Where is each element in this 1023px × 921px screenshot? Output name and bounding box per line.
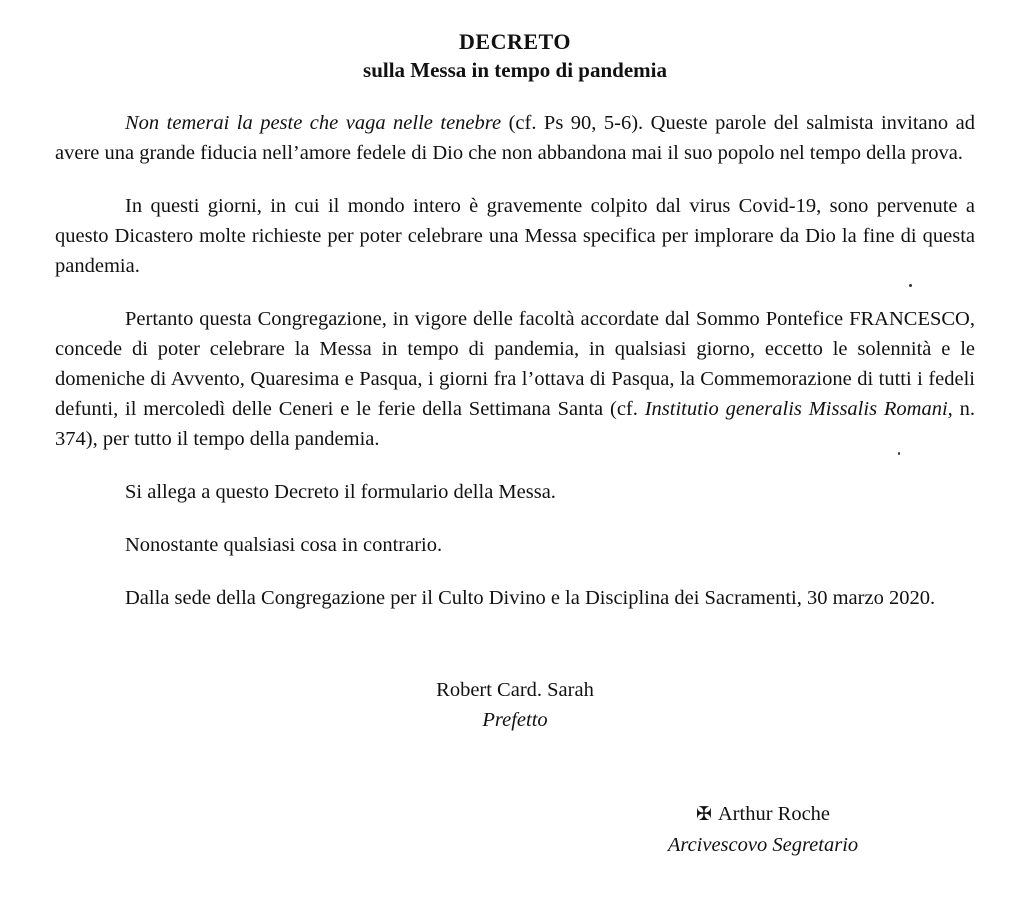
prefect-role: Prefetto — [482, 709, 548, 731]
signature-secretary-block — [603, 799, 923, 860]
prefect-name: Robert Card. Sarah — [436, 679, 594, 701]
document-body — [55, 108, 975, 613]
paragraph — [55, 108, 975, 168]
text-segment: Pertanto questa Congregazione, in vigore delle facoltà accordate dal Sommo Pontefice FRANCESCO, concede di poter celebrare la Messa in tempo di pandemia, in qualsiasi giorno, eccetto le solennità e le domeniche di Avvento, Quaresima e Pasqua, i giorni fra l’ottava di Pasqua, la Commemorazione di tutti i fedeli defunti, il mercoledì delle Ceneri e le ferie della Settimana Santa (cf. — [55, 308, 975, 420]
secretary-name: Arthur Roche — [717, 803, 831, 825]
text-segment: (cf. Ps 90, 5-6). Queste parole del salmista invitano ad avere una grande fiducia nell’amore fedele di Dio che non abbandona mai il suo popolo nel tempo della prova. — [55, 112, 975, 164]
paragraph — [55, 530, 975, 560]
italic-text-segment: Institutio generalis Missalis Romani — [644, 398, 948, 420]
document-title: DECRETO — [459, 29, 571, 54]
paragraph — [55, 583, 975, 613]
signature-prefect-block — [55, 675, 975, 735]
text-segment: Dalla sede della Congregazione per il Culto Divino e la Disciplina dei Sacramenti, 30 marzo 2020. — [125, 587, 936, 609]
scan-speck — [909, 284, 912, 287]
paragraph — [55, 304, 975, 454]
scan-speck — [898, 452, 900, 455]
paragraph — [55, 191, 975, 281]
text-segment: Nonostante qualsiasi cosa in contrario. — [125, 534, 443, 556]
text-segment: Si allega a questo Decreto il formulario della Messa. — [125, 481, 556, 503]
text-segment: , n. 374), per tutto il tempo della pandemia. — [55, 398, 975, 450]
document-subtitle: sulla Messa in tempo di pandemia — [363, 58, 667, 82]
paragraph — [55, 477, 975, 507]
maltese-cross-icon: ✠ — [695, 804, 712, 825]
secretary-name-line — [603, 799, 923, 830]
italic-text-segment: Non temerai la peste che vaga nelle tenebre — [125, 112, 502, 134]
text-segment: In questi giorni, in cui il mondo intero è gravemente colpito dal virus Covid-19, sono pervenute a questo Dicastero molte richieste per poter celebrare una Messa specifica per implorare da Dio la fine di questa pandemia. — [55, 195, 975, 277]
secretary-role: Arcivescovo Segretario — [667, 834, 859, 856]
